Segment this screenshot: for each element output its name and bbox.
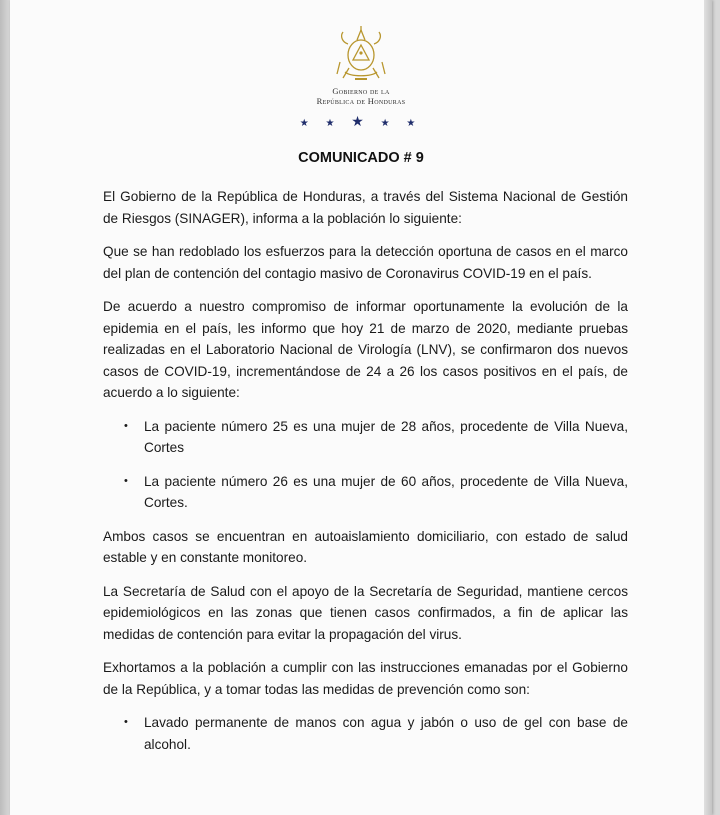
star-icon: ★: [325, 118, 342, 129]
star-icon: ★: [406, 118, 423, 129]
page-right-edge-shadow: [704, 0, 712, 815]
list-item: [103, 471, 628, 514]
paragraph-status: Ambos casos se encuentran en autoaislamiento domiciliario, con estado de salud estable y en constante monitoreo.: [103, 528, 628, 565]
list-item-text: Lavado permanente de manos con agua y jabón o uso de gel con base de alcohol.: [144, 715, 628, 752]
paragraph-cases: De acuerdo a nuestro compromiso de informar oportunamente la evolución de la epidemia en el país, les informo que hoy 21 de marzo de 2020, mediante pruebas realizadas en el Laboratorio Nacional de Virología (LNV), se confirmaron dos nuevos casos de COVID-19, incrementándose de 24 a 26 los casos positivos en el país, de acuerdo a lo siguiente:: [103, 299, 628, 400]
stars-row: [10, 114, 712, 131]
star-icon: ★: [299, 118, 316, 129]
star-icon: ★: [380, 118, 397, 129]
paragraph-intro: El Gobierno de la República de Honduras, a través del Sistema Nacional de Gestión de Riesgos (SINAGER), informa a la población lo siguiente:: [103, 189, 628, 226]
paragraph-exhortation: Exhortamos a la población a cumplir con las instrucciones emanadas por el Gobierno de la República, y a tomar todas las medidas de prevención como son:: [103, 660, 628, 697]
letterhead-line-1: Gobierno de la: [332, 86, 390, 96]
bullet-icon: •: [124, 419, 128, 432]
letterhead-line-2: República de Honduras: [316, 96, 406, 106]
list-item: [103, 416, 628, 459]
list-item-text: La paciente número 26 es una mujer de 60 años, procedente de Villa Nueva, Cortes.: [144, 473, 628, 510]
paragraph-efforts: Que se han redoblado los esfuerzos para la detección oportuna de casos en el marco del plan de contención del contagio masivo de Coronavirus COVID-19 en el país.: [103, 244, 628, 281]
list-item-text: La paciente número 25 es una mujer de 28 años, procedente de Villa Nueva, Cortes: [144, 418, 628, 455]
page-left-edge-shadow: [0, 0, 10, 815]
document-body: [103, 186, 628, 767]
honduras-coat-of-arms-icon: [331, 22, 391, 84]
paragraph-health-ministry: La Secretaría de Salud con el apoyo de la Secretaría de Seguridad, mantiene cercos epidemiológicos en las zonas que tienen casos confirmados, a fin de aplicar las medidas de contención para evitar la propagación del virus.: [103, 583, 628, 642]
document-page: [10, 0, 712, 815]
star-icon: ★: [351, 113, 371, 129]
bullet-icon: •: [124, 716, 128, 728]
document-title: COMUNICADO # 9: [298, 150, 424, 166]
list-item: [103, 712, 628, 755]
bullet-icon: •: [124, 474, 128, 487]
letterhead: [10, 22, 712, 131]
